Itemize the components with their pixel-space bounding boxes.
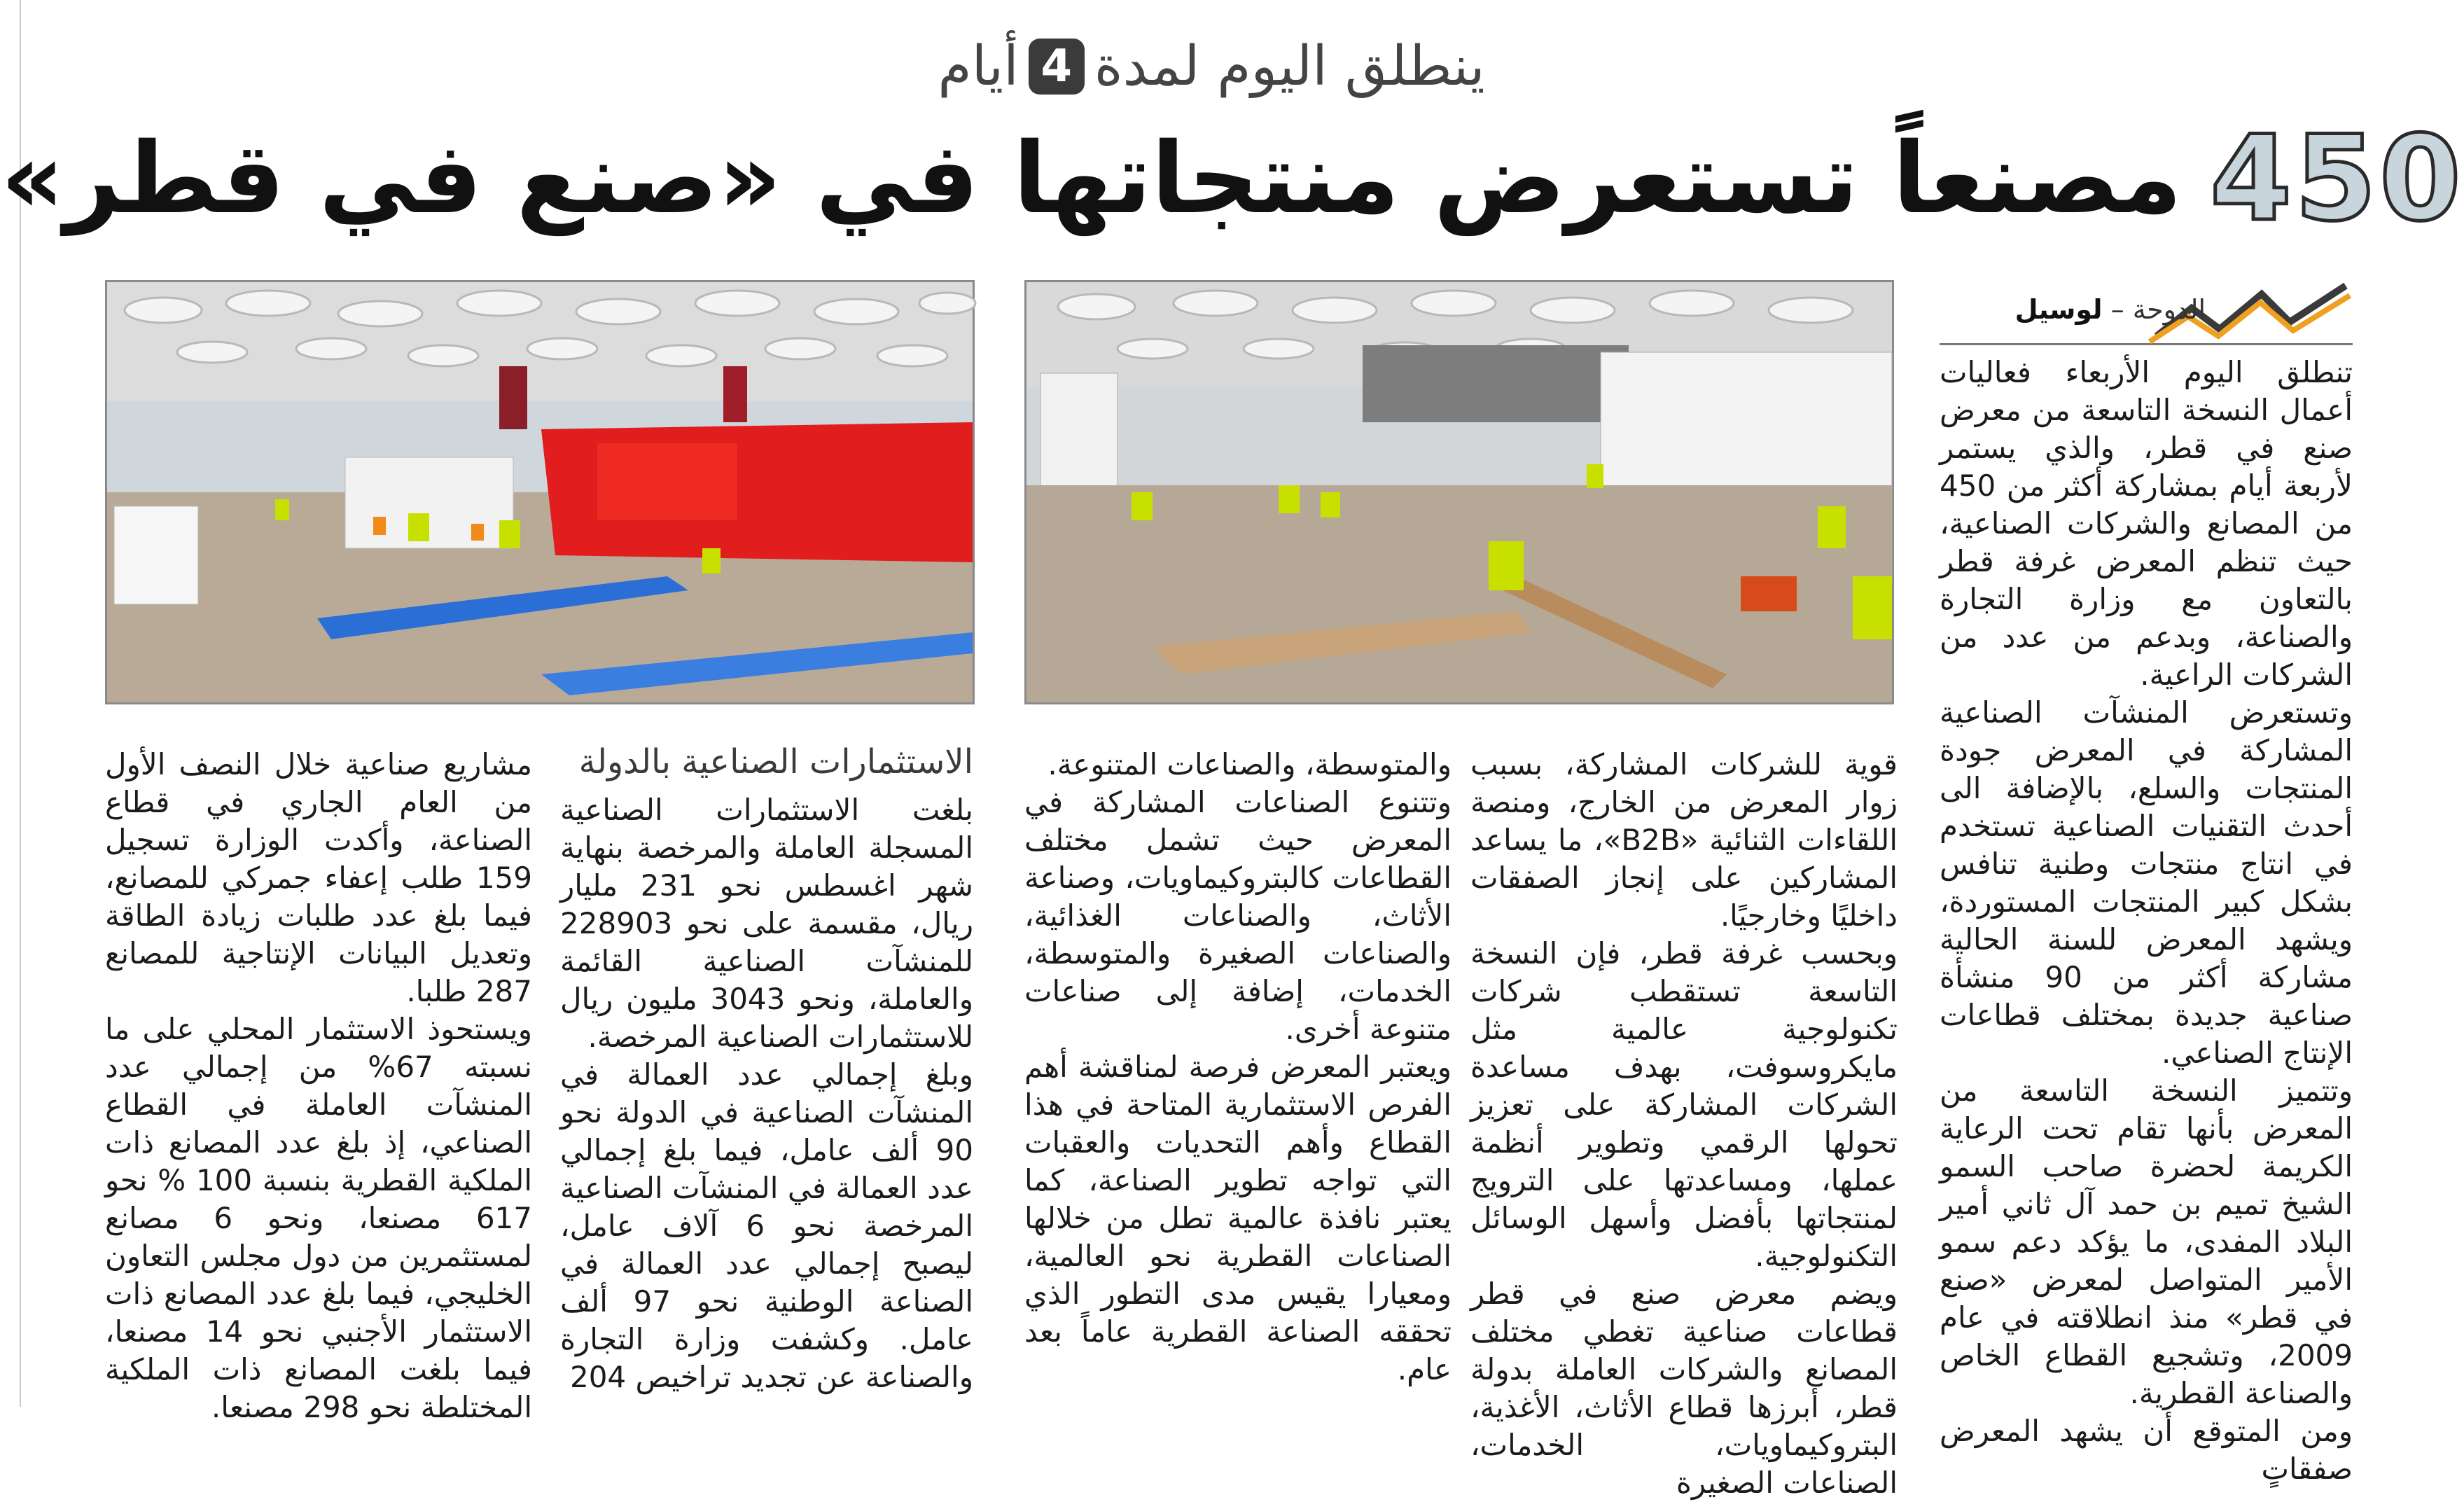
photo-exhibition-hall-left	[105, 280, 975, 704]
kicker-after: أيام	[938, 35, 1019, 98]
photo-exhibition-hall-right	[1024, 280, 1894, 704]
photo-right-illustration	[1026, 282, 1892, 702]
article-column-1: تنطلق اليوم الأربعاء فعاليات أعمال النسخة التاسعة من معرض صنع في قطر، والذي يستمر لأربعة أيام بمشاركة أكثر من 450 من المصانع والشركات الصناعية، حيث تنظم المعرض غرفة قطر بالتعاون مع وزارة التجارة والصناعة، وبدعم من عدد من الشركات الراعية. وتستعرض المنشآت الصناعية المشاركة في المعرض جودة المنتجات والسلع، بالإضافة الى أحدث التقنيات الصناعية تستخدم في انتاج منتجات وطنية تنافس بشكل كبير المنتجات المستوردة، ويشهد المعرض للسنة الحالية مشاركة أكثر من 90 منشأة صناعية جديدة بمختلف قطاعات الإنتاج الصناعي. وتتميز النسخة التاسعة من المعرض بأنها تقام تحت الرعاية الكريمة لحضرة صاحب السمو الشيخ تميم بن حمد آل ثاني أمير البلاد المفدى، ما يؤكد دعم سمو الأمير المتواصل لمعرض «صنع في قطر» منذ انطلاقته في عام 2009، وتشجيع القطاع الخاص والصناعة القطرية. ومن المتوقع أن يشهد المعرض صفقاتٍ	[1940, 355, 2353, 1486]
headline-number: 450	[2210, 110, 2464, 247]
photo-left-illustration	[107, 282, 973, 702]
kicker-number-badge: 4	[1029, 39, 1085, 95]
kicker-before: ينطلق اليوم لمدة	[1094, 35, 1485, 98]
kicker-line	[840, 28, 1582, 105]
article-column-3: والمتوسطة، والصناعات المتنوعة. وتتنوع الصناعات المشاركة في المعرض حيث تشمل مختلف القطاعات كالبتروكيماويات، وصناعة الأثاث، والصناعات الغذائية، والصناعات الصغيرة والمتوسطة، الخدمات، إضافة إلى صناعات متنوعة أخرى. ويعتبر المعرض فرصة لمناقشة أهم الفرص الاستثمارية المتاحة في هذا القطاع وأهم التحديات والعقبات التي تواجه تطوير الصناعة، كما يعتبر نافذة عالمية تطل من خلالها الصناعات القطرية نحو العالمية، ومعيارا يقيس مدى التطور الذي تحققه الصناعة القطرية عاماً بعد عام.	[1024, 747, 1452, 1386]
byline-text	[2015, 294, 2206, 325]
section-subheading: الاستثمارات الصناعية بالدولة	[578, 742, 973, 781]
headline-text: مصنعاً تستعرض منتجاتها في «صنع في قطر»	[1, 121, 2183, 236]
article-column-4: بلغت الاستثمارات الصناعية المسجلة العاملة والمرخصة بنهاية شهر اغسطس نحو 231 مليار ريال، مقسمة على نحو 228903 للمنشآت الصناعية القائمة والعاملة، ونحو 3043 مليون ريال للاستثمارات الصناعية المرخصة. وبلغ إجمالي عدد العمالة في المنشآت الصناعية في الدولة نحو 90 ألف عامل، فيما بلغ إجمالي عدد العمالة في المنشآت الصناعية المرخصة نحو 6 آلاف عامل، ليصبح إجمالي عدد العمالة في الصناعة الوطنية نحو 97 ألف عامل. وكشفت وزارة التجارة والصناعة عن تجديد تراخيص 204	[560, 793, 973, 1394]
byline	[1940, 280, 2353, 345]
byline-source: لوسيل	[2014, 294, 2103, 325]
article-column-5: مشاريع صناعية خلال النصف الأول من العام الجاري في قطاع الصناعة، وأكدت الوزارة تسجيل 159 طلب إعفاء جمركي للمصانع، فيما بلغ عدد طلبات زيادة الطاقة وتعديل البيانات الإنتاجية للمصانع 287 طلبا. ويستحوذ الاستثمار المحلي على ما نسبته 67% من إجمالي عدد المنشآت العاملة في القطاع الصناعي، إذ بلغ عدد المصانع ذات الملكية القطرية بنسبة 100 % نحو 617 مصنعا، ونحو 6 مصانع لمستثمرين من دول مجلس التعاون الخليجي، فيما بلغ عدد المصانع ذات الاستثمار الأجنبي نحو 14 مصنعا، فيما بلغت المصانع ذات الملكية المختلطة نحو 298 مصنعا.	[105, 747, 533, 1424]
headline	[1, 110, 2464, 247]
article-column-2: قوية للشركات المشاركة، بسبب زوار المعرض من الخارج، ومنصة اللقاءات الثنائية «B2B»، ما يساعد المشاركين على إنجاز الصفقات داخليًا وخارجيًا. وبحسب غرفة قطر، فإن النسخة التاسعة تستقطب شركات تكنولوجية عالمية مثل مايكروسوفت، بهدف مساعدة الشركات المشاركة على تعزيز تحولها الرقمي وتطوير أنظمة عملها، ومساعدتها على الترويج لمنتجاتها بأفضل وأسهل الوسائل التكنولوجية. ويضم معرض صنع في قطر قطاعات صناعية تغطي مختلف المصانع والشركات العاملة بدولة قطر، أبرزها قطاع الأثاث، الأغذية، البتروكيماويات، الخدمات، الصناعات الصغيرة	[1470, 747, 1898, 1500]
byline-city: الدوحة –	[2110, 294, 2206, 325]
